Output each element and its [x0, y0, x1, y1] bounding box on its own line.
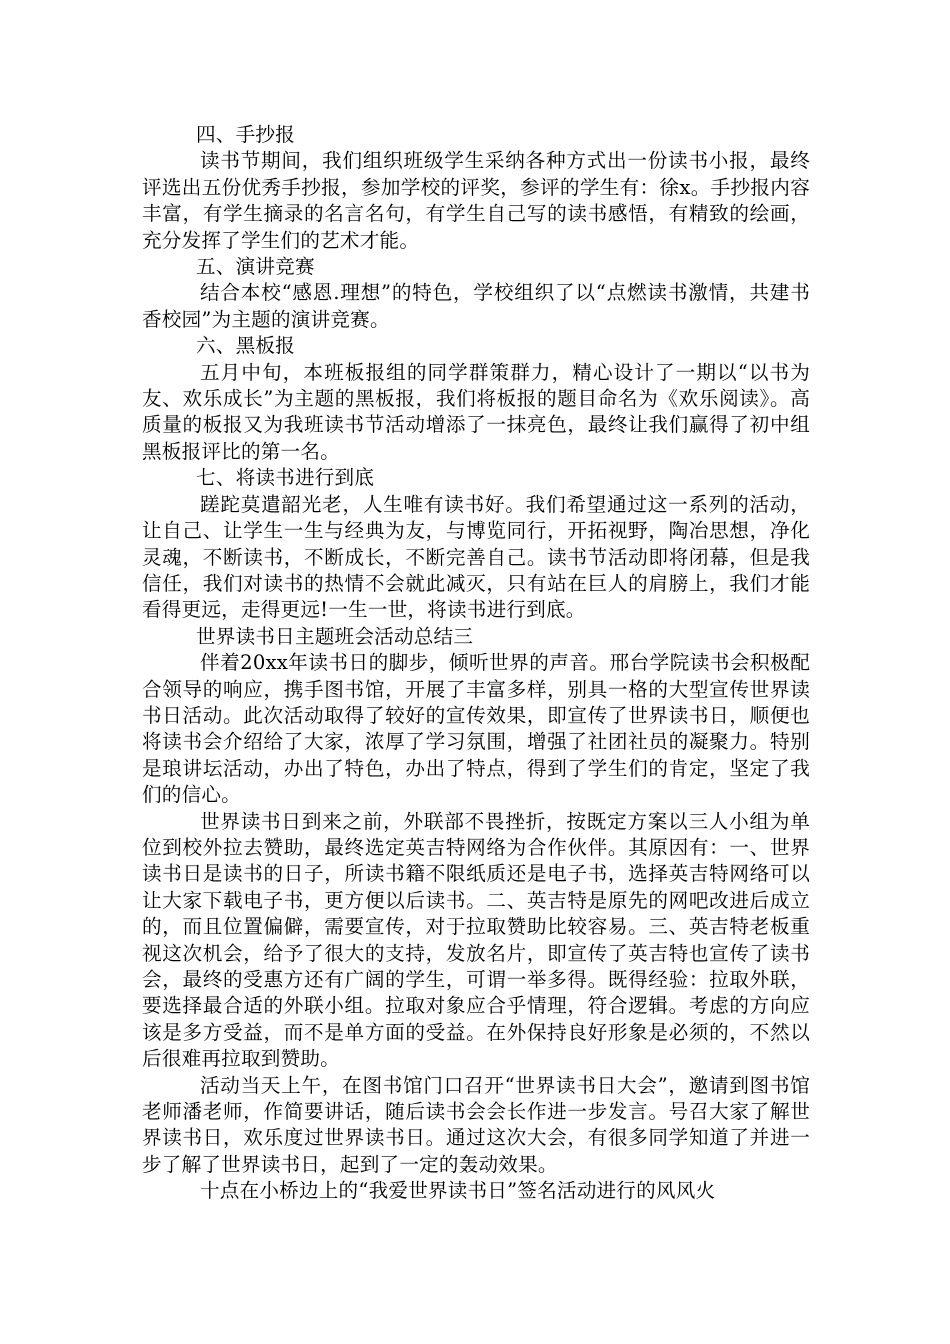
paragraph: 伴着20xx年读书日的脚步，倾听世界的声音。邢台学院读书会积极配合领导的响应，携手图书馆，开展了丰富多样，别具一格的大型宣传世界读书日活动。此次活动取得了较好的宣传效果，即宣传了世界读书日，顺便也将读书会介绍给了大家，浓厚了学习氛围，增强了社团社员的凝聚力。特别是琅讲坛活动，办出了特色，办出了特点，得到了学生们的肯定，坚定了我们的信心。	[142, 651, 810, 807]
paragraph: 世界读书日到来之前，外联部不畏挫折，按既定方案以三人小组为单位到校外拉去赞助，最终选定英吉特网络为合作伙伴。其原因有：一、世界读书日是读书的日子，所读书籍不限纸质还是电子书，选择英吉特网络可以让大家下载电子书，更方便以后读书。二、英吉特是原先的网吧改进后成立的，而且位置偏僻，需要宣传，对于拉取赞助比较容易。三、英吉特老板重视这次机会，给予了很大的支持，发放名片，即宣传了英吉特也宣传了读书会，最终的受惠方还有广阔的学生，可谓一举多得。既得经验：拉取外联，要选择最合适的外联小组。拉取对象应合乎情理，符合逻辑。考虑的方向应该是多方受益，而不是单方面的受益。在外保持良好形象是必须的，不然以后很难再拉取到赞助。	[142, 809, 810, 1071]
paragraph: 十点在小桥边上的“我爱世界读书日”签名活动进行的风风火	[200, 1179, 716, 1203]
section-heading: 五、演讲竞赛	[196, 255, 315, 279]
paragraph: 结合本校“感恩.理想”的特色，学校组织了以“点燃读书激情，共建书香校园”为主题的演讲竞赛。	[142, 281, 810, 331]
paragraph: 蹉跎莫遣韶光老，人生唯有读书好。我们希望通过这一系列的活动，让自己、让学生一生与经典为友，与博览同行，开拓视野，陶冶思想，净化灵魂，不断读书，不断成长，不断完善自己。读书节活动即将闭幕，但是我信任，我们对读书的热情不会就此减灭，只有站在巨人的肩膀上，我们才能看得更远，走得更远!一生一世，将读书进行到底。	[142, 492, 810, 622]
paragraph: 活动当天上午，在图书馆门口召开“世界读书日大会”，邀请到图书馆老师潘老师，作简要讲话，随后读书会会长作进一步发言。号召大家了解世界读书日，欢乐度过世界读书日。通过这次大会，有很多同学知道了并进一步了解了世界读书日，起到了一定的轰动效果。	[142, 1073, 810, 1176]
section-heading: 七、将读书进行到底	[196, 466, 375, 490]
document-body	[142, 122, 810, 1205]
paragraph: 五月中旬，本班板报组的同学群策群力，精心设计了一期以“以书为友、欢乐成长”为主题的黑板报，我们将板报的题目命名为《欢乐阅读》。高质量的板报又为我班读书节活动增添了一抹亮色，最终让我们赢得了初中组黑板报评比的第一名。	[142, 360, 810, 463]
section-heading: 六、黑板报	[196, 334, 295, 358]
paragraph: 读书节期间，我们组织班级学生采纳各种方式出一份读书小报，最终评选出五份优秀手抄报，参加学校的评奖，参评的学生有：徐x。手抄报内容丰富，有学生摘录的名言名句，有学生自己写的读书感悟，有精致的绘画，充分发挥了学生们的艺术才能。	[142, 149, 810, 252]
section-heading: 四、手抄报	[196, 123, 295, 146]
section-heading: 世界读书日主题班会活动总结三	[196, 624, 474, 648]
